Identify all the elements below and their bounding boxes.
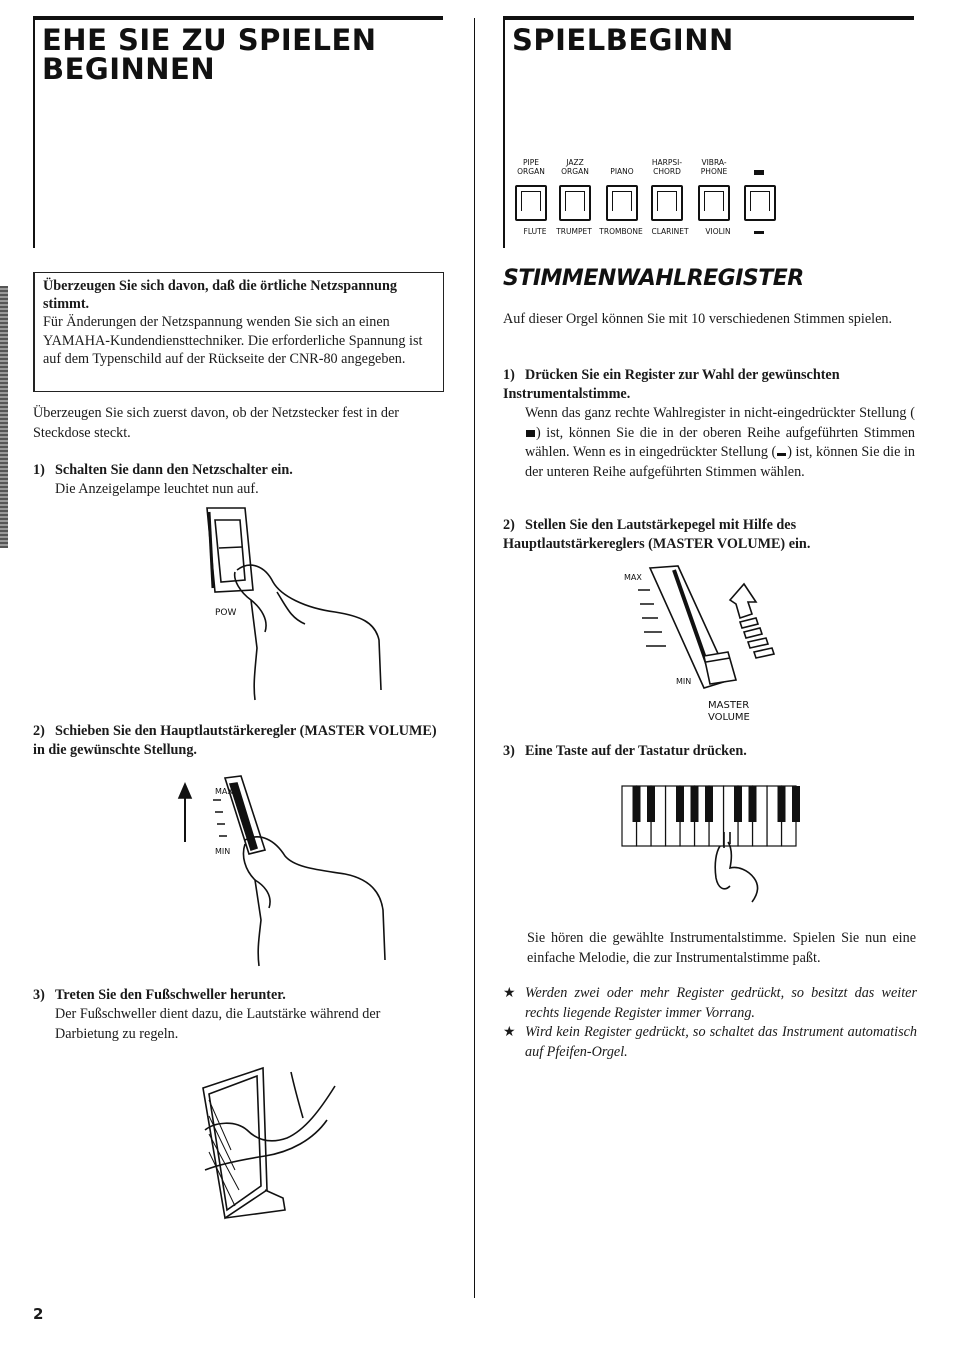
slider-max-label: MAX — [215, 787, 233, 796]
black-key[interactable] — [792, 786, 800, 822]
volume-slider-figure — [175, 770, 395, 970]
voltage-notice-box — [33, 272, 444, 392]
left-step1 — [33, 461, 445, 500]
register-top-label: PIPE ORGAN — [517, 158, 545, 176]
step2-title: Schieben Sie den Hauptlautstärkeregler (MASTER VOLUME) in die gewünschte Stellung. — [33, 723, 437, 758]
register-bottom-label: TROMBONE — [599, 227, 643, 236]
star-icon: ★ — [503, 1024, 516, 1040]
register-button-6[interactable] — [744, 185, 776, 221]
master-volume-figure — [620, 560, 790, 725]
master-min-label: MIN — [676, 677, 692, 686]
step3-number: 3) — [33, 987, 45, 1003]
black-key[interactable] — [778, 786, 786, 822]
left-title-top-rule — [33, 16, 443, 20]
register-button-1[interactable] — [515, 185, 547, 221]
register-button-3[interactable] — [606, 185, 638, 221]
step1-title: Schalten Sie dann den Netzschalter ein. — [55, 462, 293, 478]
right-page-title: SPIELBEGINN — [512, 23, 734, 57]
left-intro: Überzeugen Sie sich zuerst davon, ob der Netzstecker fest in der Steckdose steckt. — [33, 405, 399, 441]
notice-text: Für Änderungen der Netzspannung wenden Sie sich an einen YAMAHA-Kundendiensttechniker. Die erforderliche Spannung ist auf dem Typenschild auf der Rückseite der CNR-80 angegeben. — [43, 314, 423, 367]
left-step2 — [33, 722, 445, 760]
register-panel — [512, 157, 792, 239]
step3-text: Der Fußschweller dient dazu, die Lautstärke während der Darbietung zu regeln. — [55, 1006, 381, 1042]
r-step1-title: Drücken Sie ein Register zur Wahl der gewünschten Instrumentalstimme. — [503, 367, 840, 402]
right-step3 — [503, 742, 915, 761]
master-label-line2: VOLUME — [708, 712, 750, 723]
note-2: ★ Wird kein Register gedrückt, so schaltet das Instrument automatisch auf Pfeifen-Orgel. — [503, 1023, 917, 1062]
keyboard-figure — [620, 782, 802, 907]
star-icon: ★ — [503, 985, 516, 1001]
foot-pedal-figure — [195, 1060, 355, 1225]
black-key[interactable] — [691, 786, 699, 822]
step1-number: 1) — [33, 462, 45, 478]
slider-min-label: MIN — [215, 847, 231, 856]
r-step1-text: Wenn das ganz rechte Wahlregister in nicht-eingedrückter Stellung () ist, können Sie die in der oberen Reihe aufgeführten Stimmen wählen. Wenn es in eingedrückter Stellung ( ) ist, können Sie die in der unteren Reihe aufgeführten Stimmen wählen. — [525, 405, 915, 480]
r-step1-number: 1) — [503, 367, 515, 383]
step2-number: 2) — [33, 723, 45, 739]
register-down-indicator-icon — [754, 231, 764, 234]
master-max-label: MAX — [624, 573, 642, 582]
r-step3-text: Sie hören die gewählte Instrumentalstimme. Spielen Sie nun eine einfache Melodie, die zur Instrumentalstimme paßt. — [527, 930, 916, 966]
master-label-line1: MASTER — [708, 700, 750, 711]
left-page-title — [42, 23, 442, 86]
power-label: POW — [215, 608, 237, 618]
step1-text: Die Anzeigelampe leuchtet nun auf. — [55, 481, 259, 497]
right-title-side-rule — [503, 16, 505, 248]
right-title-top-rule — [503, 16, 914, 20]
scan-edge-mark — [0, 286, 8, 548]
left-title-side-rule — [33, 16, 35, 248]
left-title-line2: BEGINNEN — [42, 52, 216, 86]
black-key[interactable] — [749, 786, 757, 822]
left-title-line1: EHE SIE ZU SPIELEN — [42, 23, 377, 57]
register-bottom-label: TRUMPET — [556, 227, 592, 236]
register-bottom-label: VIOLIN — [705, 227, 731, 236]
register-bottom-label: FLUTE — [523, 227, 547, 236]
register-button-2[interactable] — [559, 185, 591, 221]
column-divider — [474, 18, 475, 1298]
page-number: 2 — [33, 1305, 44, 1323]
register-bottom-label: CLARINET — [651, 227, 689, 236]
notice-heading: Überzeugen Sie sich davon, daß die örtliche Netzspannung stimmt. — [43, 278, 397, 312]
register-top-label: PIANO — [610, 167, 634, 176]
section-subtitle: STIMMENWAHLREGISTER — [503, 266, 804, 291]
black-key[interactable] — [705, 786, 713, 822]
black-key[interactable] — [676, 786, 684, 822]
step3-title: Treten Sie den Fußschweller herunter. — [55, 987, 286, 1003]
right-step1 — [503, 366, 915, 482]
power-switch-figure — [195, 500, 395, 705]
register-down-icon — [777, 453, 786, 456]
register-button-4[interactable] — [651, 185, 683, 221]
black-key[interactable] — [647, 786, 655, 822]
right-intro: Auf dieser Orgel können Sie mit 10 verschiedenen Stimmen spielen. — [503, 311, 893, 327]
r-step2-title: Stellen Sie den Lautstärkepegel mit Hilfe des Hauptlautstärkereglers (MASTER VOLUME) ein. — [503, 517, 811, 552]
register-up-icon — [526, 430, 535, 437]
register-top-label: VIBRA- PHONE — [700, 158, 728, 176]
r-step2-number: 2) — [503, 517, 515, 533]
register-top-label: JAZZ ORGAN — [561, 158, 589, 176]
r-step3-title: Eine Taste auf der Tastatur drücken. — [525, 743, 747, 759]
register-button-5[interactable] — [698, 185, 730, 221]
note-1: ★ Werden zwei oder mehr Register gedrückt, so besitzt das weiter rechts liegende Register immer Vorrang. — [503, 984, 917, 1023]
right-step2 — [503, 516, 915, 554]
notes — [503, 984, 917, 1062]
r-step3-number: 3) — [503, 743, 515, 759]
left-step3 — [33, 986, 445, 1044]
black-key[interactable] — [734, 786, 742, 822]
black-key[interactable] — [633, 786, 641, 822]
register-top-label: HARPSI- CHORD — [651, 158, 683, 176]
register-up-indicator-icon — [754, 170, 764, 175]
